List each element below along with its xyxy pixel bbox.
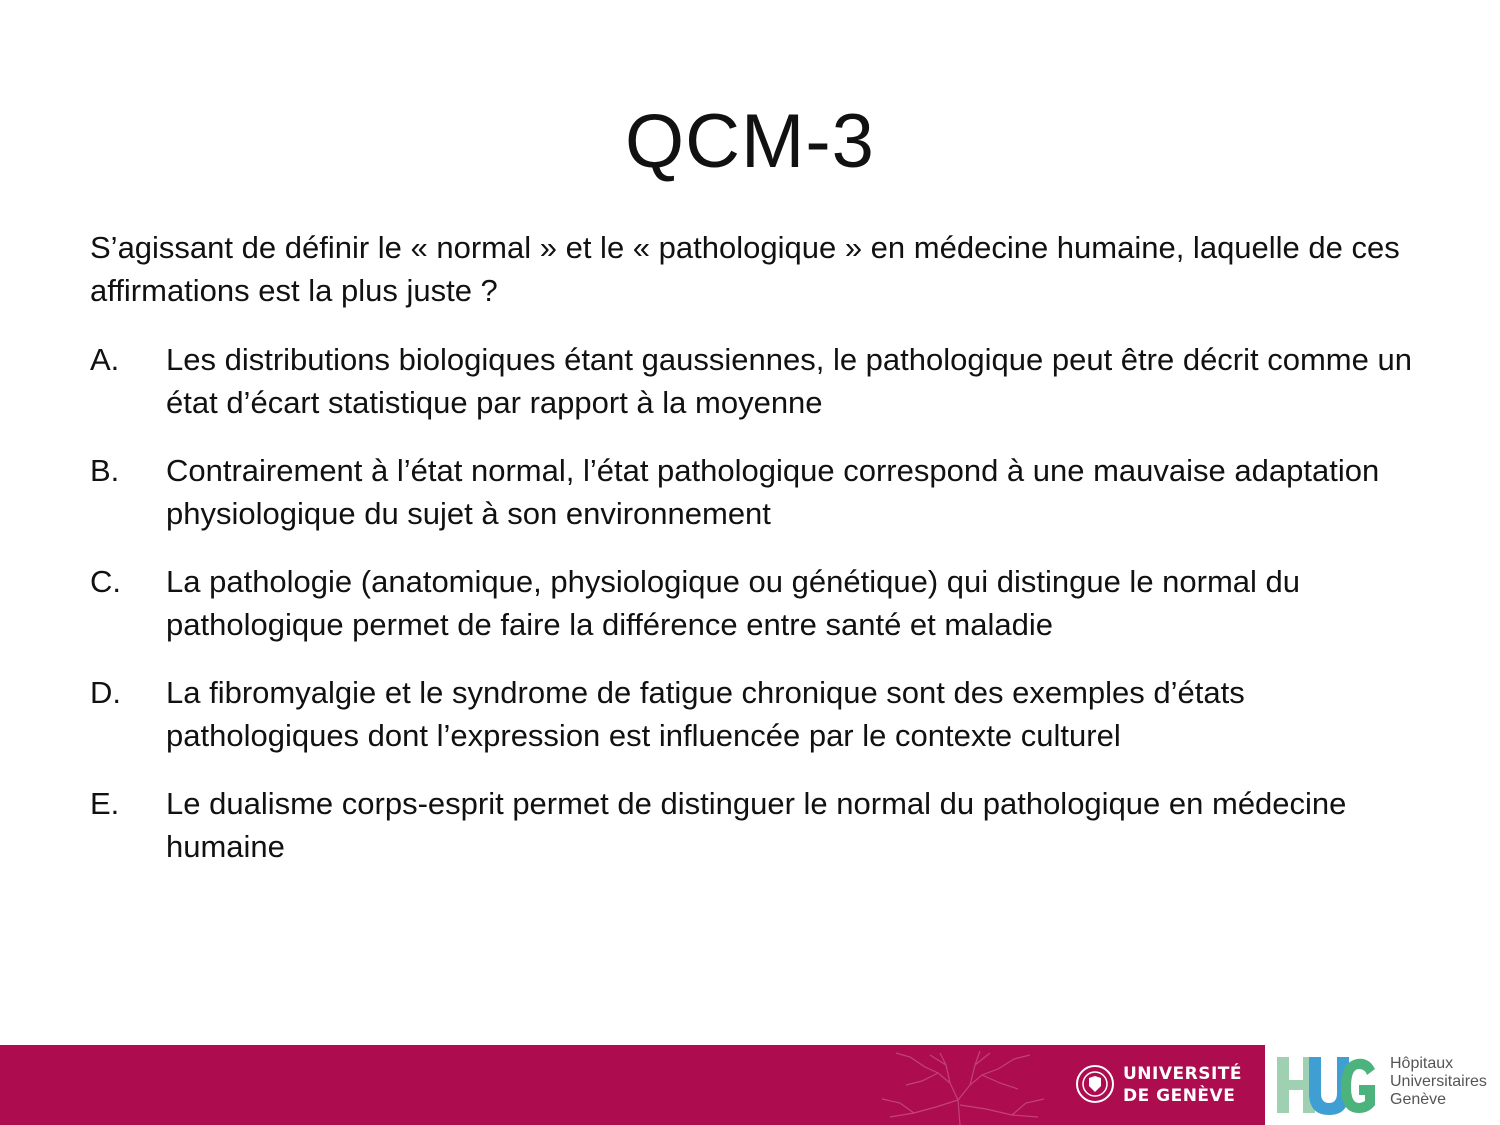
hug-logo [1275, 1053, 1380, 1117]
unige-line2: DE GENÈVE [1123, 1086, 1236, 1106]
option-text: La pathologie (anatomique, physiologique ou génétique) qui distingue le normal du pathologique permet de faire la différence entre santé et maladie [166, 564, 1301, 642]
hug-line1: Hôpitaux [1390, 1055, 1454, 1072]
university-seal-icon [1075, 1064, 1115, 1104]
answer-option-d [90, 671, 1430, 757]
hug-logo-area [1265, 1045, 1500, 1125]
option-letter: B. [90, 453, 120, 488]
option-text: Le dualisme corps-esprit permet de distinguer le normal du pathologique en médecine humaine [166, 786, 1347, 864]
footer-band [0, 1045, 1265, 1125]
unige-line1: UNIVERSITÉ [1123, 1064, 1242, 1084]
hug-line3: Genève [1390, 1091, 1447, 1108]
option-text: Contrairement à l’état normal, l’état pathologique correspond à une mauvaise adaptation physiologique du sujet à son environnement [166, 453, 1380, 531]
answer-list [90, 338, 1430, 893]
slide-title: QCM-3 [625, 99, 875, 184]
option-letter: A. [90, 342, 120, 377]
option-letter: E. [90, 786, 120, 821]
answer-option-e [90, 782, 1430, 868]
unige-name [1123, 1063, 1242, 1107]
answer-option-b [90, 449, 1430, 535]
hug-name [1390, 1055, 1487, 1109]
decorative-tree-icon [830, 1045, 1090, 1125]
option-text: Les distributions biologiques étant gaussiennes, le pathologique peut être décrit comme un état d’écart statistique par rapport à la moyenne [166, 342, 1412, 420]
option-text: La fibromyalgie et le syndrome de fatigue chronique sont des exemples d’états pathologiques dont l’expression est influencée par le contexte culturel [166, 675, 1245, 753]
answer-option-a [90, 338, 1430, 424]
answer-option-c [90, 560, 1430, 646]
hug-line2: Universitaires [1390, 1073, 1487, 1090]
footer-bar [0, 1045, 1500, 1125]
option-letter: C. [90, 564, 121, 599]
question-text: S’agissant de définir le « normal » et le « pathologique » en médecine humaine, laquelle de ces affirmations est la plus juste ? [90, 230, 1400, 308]
option-letter: D. [90, 675, 121, 710]
